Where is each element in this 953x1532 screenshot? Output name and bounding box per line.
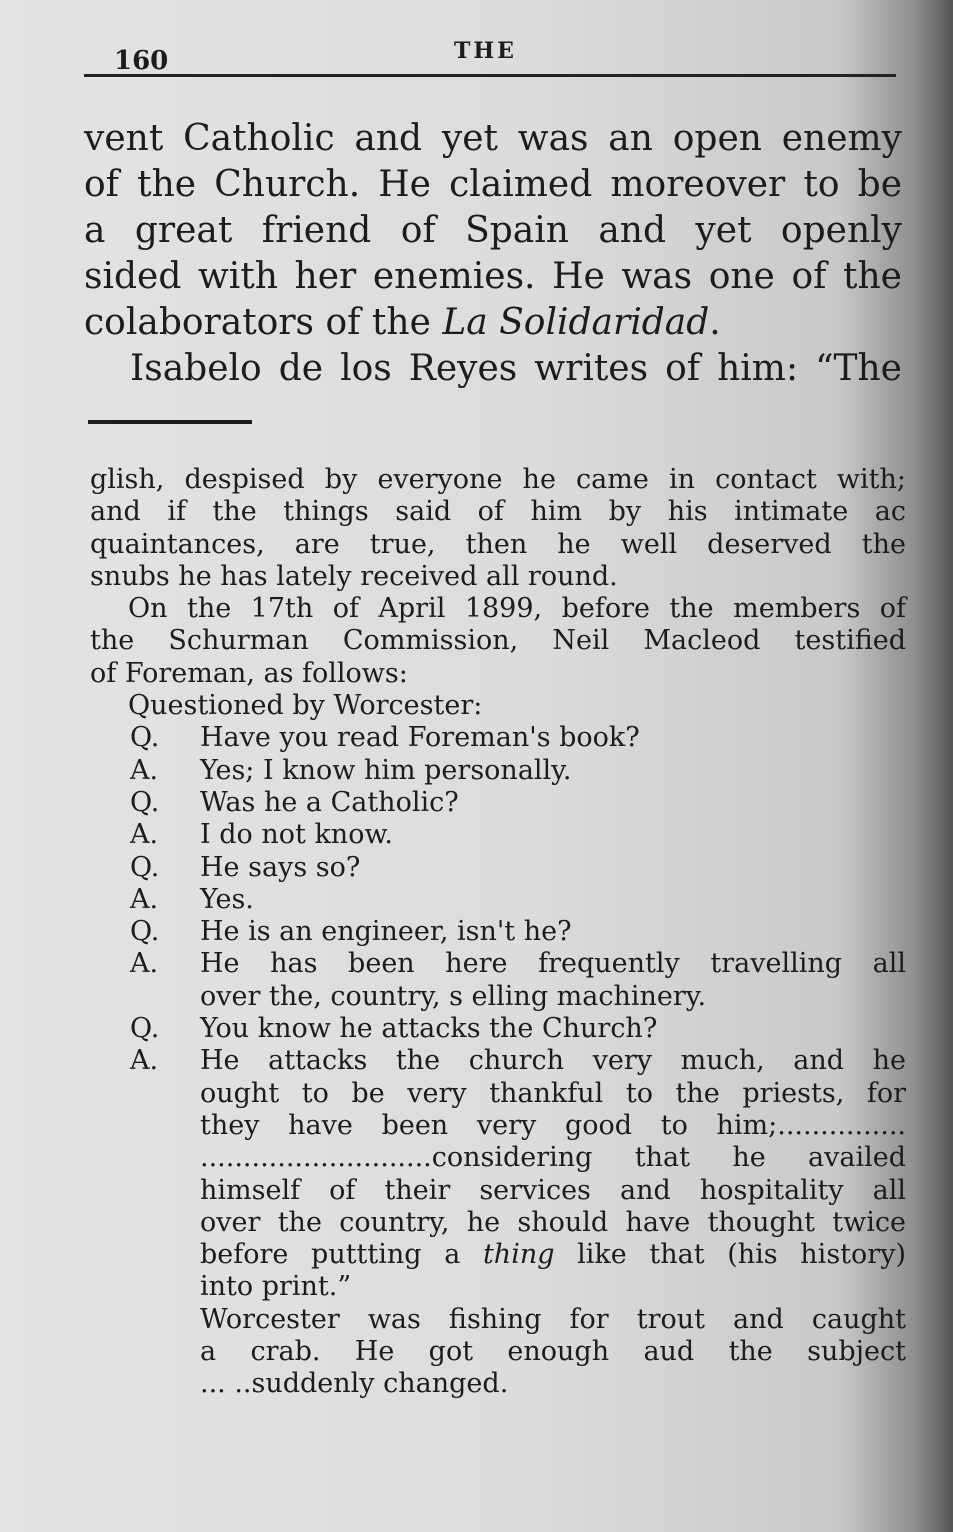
qa-continuation: himself of their services and hospitality all: [200, 1174, 906, 1206]
qa-mark: A.: [130, 754, 159, 786]
fn-line: the Schurman Commission, Neil Macleod testified: [90, 625, 906, 657]
text-line: vent Catholic and yet was an open enemy: [84, 118, 902, 159]
qa-mark: A.: [130, 1045, 159, 1077]
qa-text: I do not know.: [200, 819, 393, 851]
italic-word: thing: [482, 1239, 555, 1271]
qa-row: [90, 819, 906, 851]
footnote-rule: [88, 420, 252, 424]
main-text: [84, 116, 902, 392]
qa-continuation: Worcester was fishing for trout and caught: [200, 1303, 906, 1335]
qa-row: [90, 1013, 906, 1045]
qa-row: [90, 916, 906, 948]
qa-mark: Q.: [130, 722, 160, 754]
qa-continuation: over the country, he should have thought twice: [200, 1206, 906, 1238]
text-line: [84, 300, 902, 346]
text-line: of the Church. He claimed moreover to be: [84, 164, 902, 205]
running-title: THE: [454, 38, 517, 64]
qa-text: Yes; I know him personally.: [200, 754, 572, 786]
qa-text: He is an engineer, isn't he?: [200, 916, 572, 948]
qa-continuation: into print.”: [200, 1271, 352, 1303]
qa-text: He has been here frequently travelling all: [200, 948, 906, 980]
text-span: before puttting a: [200, 1239, 483, 1271]
qa-row: [90, 884, 906, 916]
fn-line: On the 17th of April 1899, before the members of: [128, 593, 906, 625]
text-span: colaborators of the: [84, 302, 443, 343]
text-line: sided with her enemies. He was one of the: [84, 256, 902, 297]
qa-row: [90, 852, 906, 884]
qa-mark: A.: [130, 819, 159, 851]
fn-line: and if the things said of him by his intimate ac: [90, 496, 906, 528]
header-rule: [84, 74, 896, 77]
qa-mark: A.: [130, 948, 159, 980]
qa-mark: Q.: [130, 1013, 160, 1045]
qa-text: Yes.: [200, 883, 254, 915]
qa-row: [90, 755, 906, 787]
qa-mark: A.: [130, 883, 159, 915]
italic-title: La Solidaridad: [442, 302, 710, 343]
fn-line: of Foreman, as follows:: [90, 657, 408, 689]
qa-text: Was he a Catholic?: [200, 786, 459, 818]
qa-continuation: a crab. He got enough aud the subject: [200, 1336, 906, 1368]
qa-continuation: over the, country, s elling machinery.: [200, 980, 707, 1012]
fn-line: snubs he has lately received all round.: [90, 560, 618, 592]
qa-text: You know he attacks the Church?: [200, 1013, 658, 1045]
qa-row: [90, 948, 906, 980]
qa-continuation: ...........................considering that he availed: [200, 1142, 906, 1174]
qa-row: [90, 722, 906, 754]
page-number: 160: [114, 46, 169, 76]
footnote: [90, 464, 906, 1401]
qa-mark: Q.: [130, 786, 160, 818]
text-line: Isabelo de los Reyes writes of him: “The: [130, 348, 902, 389]
fn-line: Questioned by Worcester:: [128, 690, 483, 722]
qa-row: [90, 1045, 906, 1077]
text-span: .: [709, 302, 721, 343]
page-header: [84, 36, 896, 78]
qa-mark: Q.: [130, 916, 160, 948]
fn-line: quaintances, are true, then he well deserved the: [90, 528, 906, 560]
fn-line: glish, despised by everyone he came in contact with;: [90, 464, 906, 495]
qa-text: Have you read Foreman's book?: [200, 722, 640, 754]
qa-continuation: ... ..suddenly changed.: [200, 1368, 509, 1400]
qa-text: He attacks the church very much, and he: [200, 1045, 906, 1077]
qa-mark: Q.: [130, 851, 160, 883]
text-line: a great friend of Spain and yet openly: [84, 210, 902, 251]
qa-row: [90, 787, 906, 819]
qa-continuation: they have been very good to him;...............: [200, 1109, 906, 1141]
qa-continuation: ought to be very thankful to the priests, for: [200, 1077, 906, 1109]
qa-continuation: [90, 1239, 906, 1271]
text-span: like that (his history): [554, 1239, 906, 1271]
qa-text: He says so?: [200, 851, 361, 883]
